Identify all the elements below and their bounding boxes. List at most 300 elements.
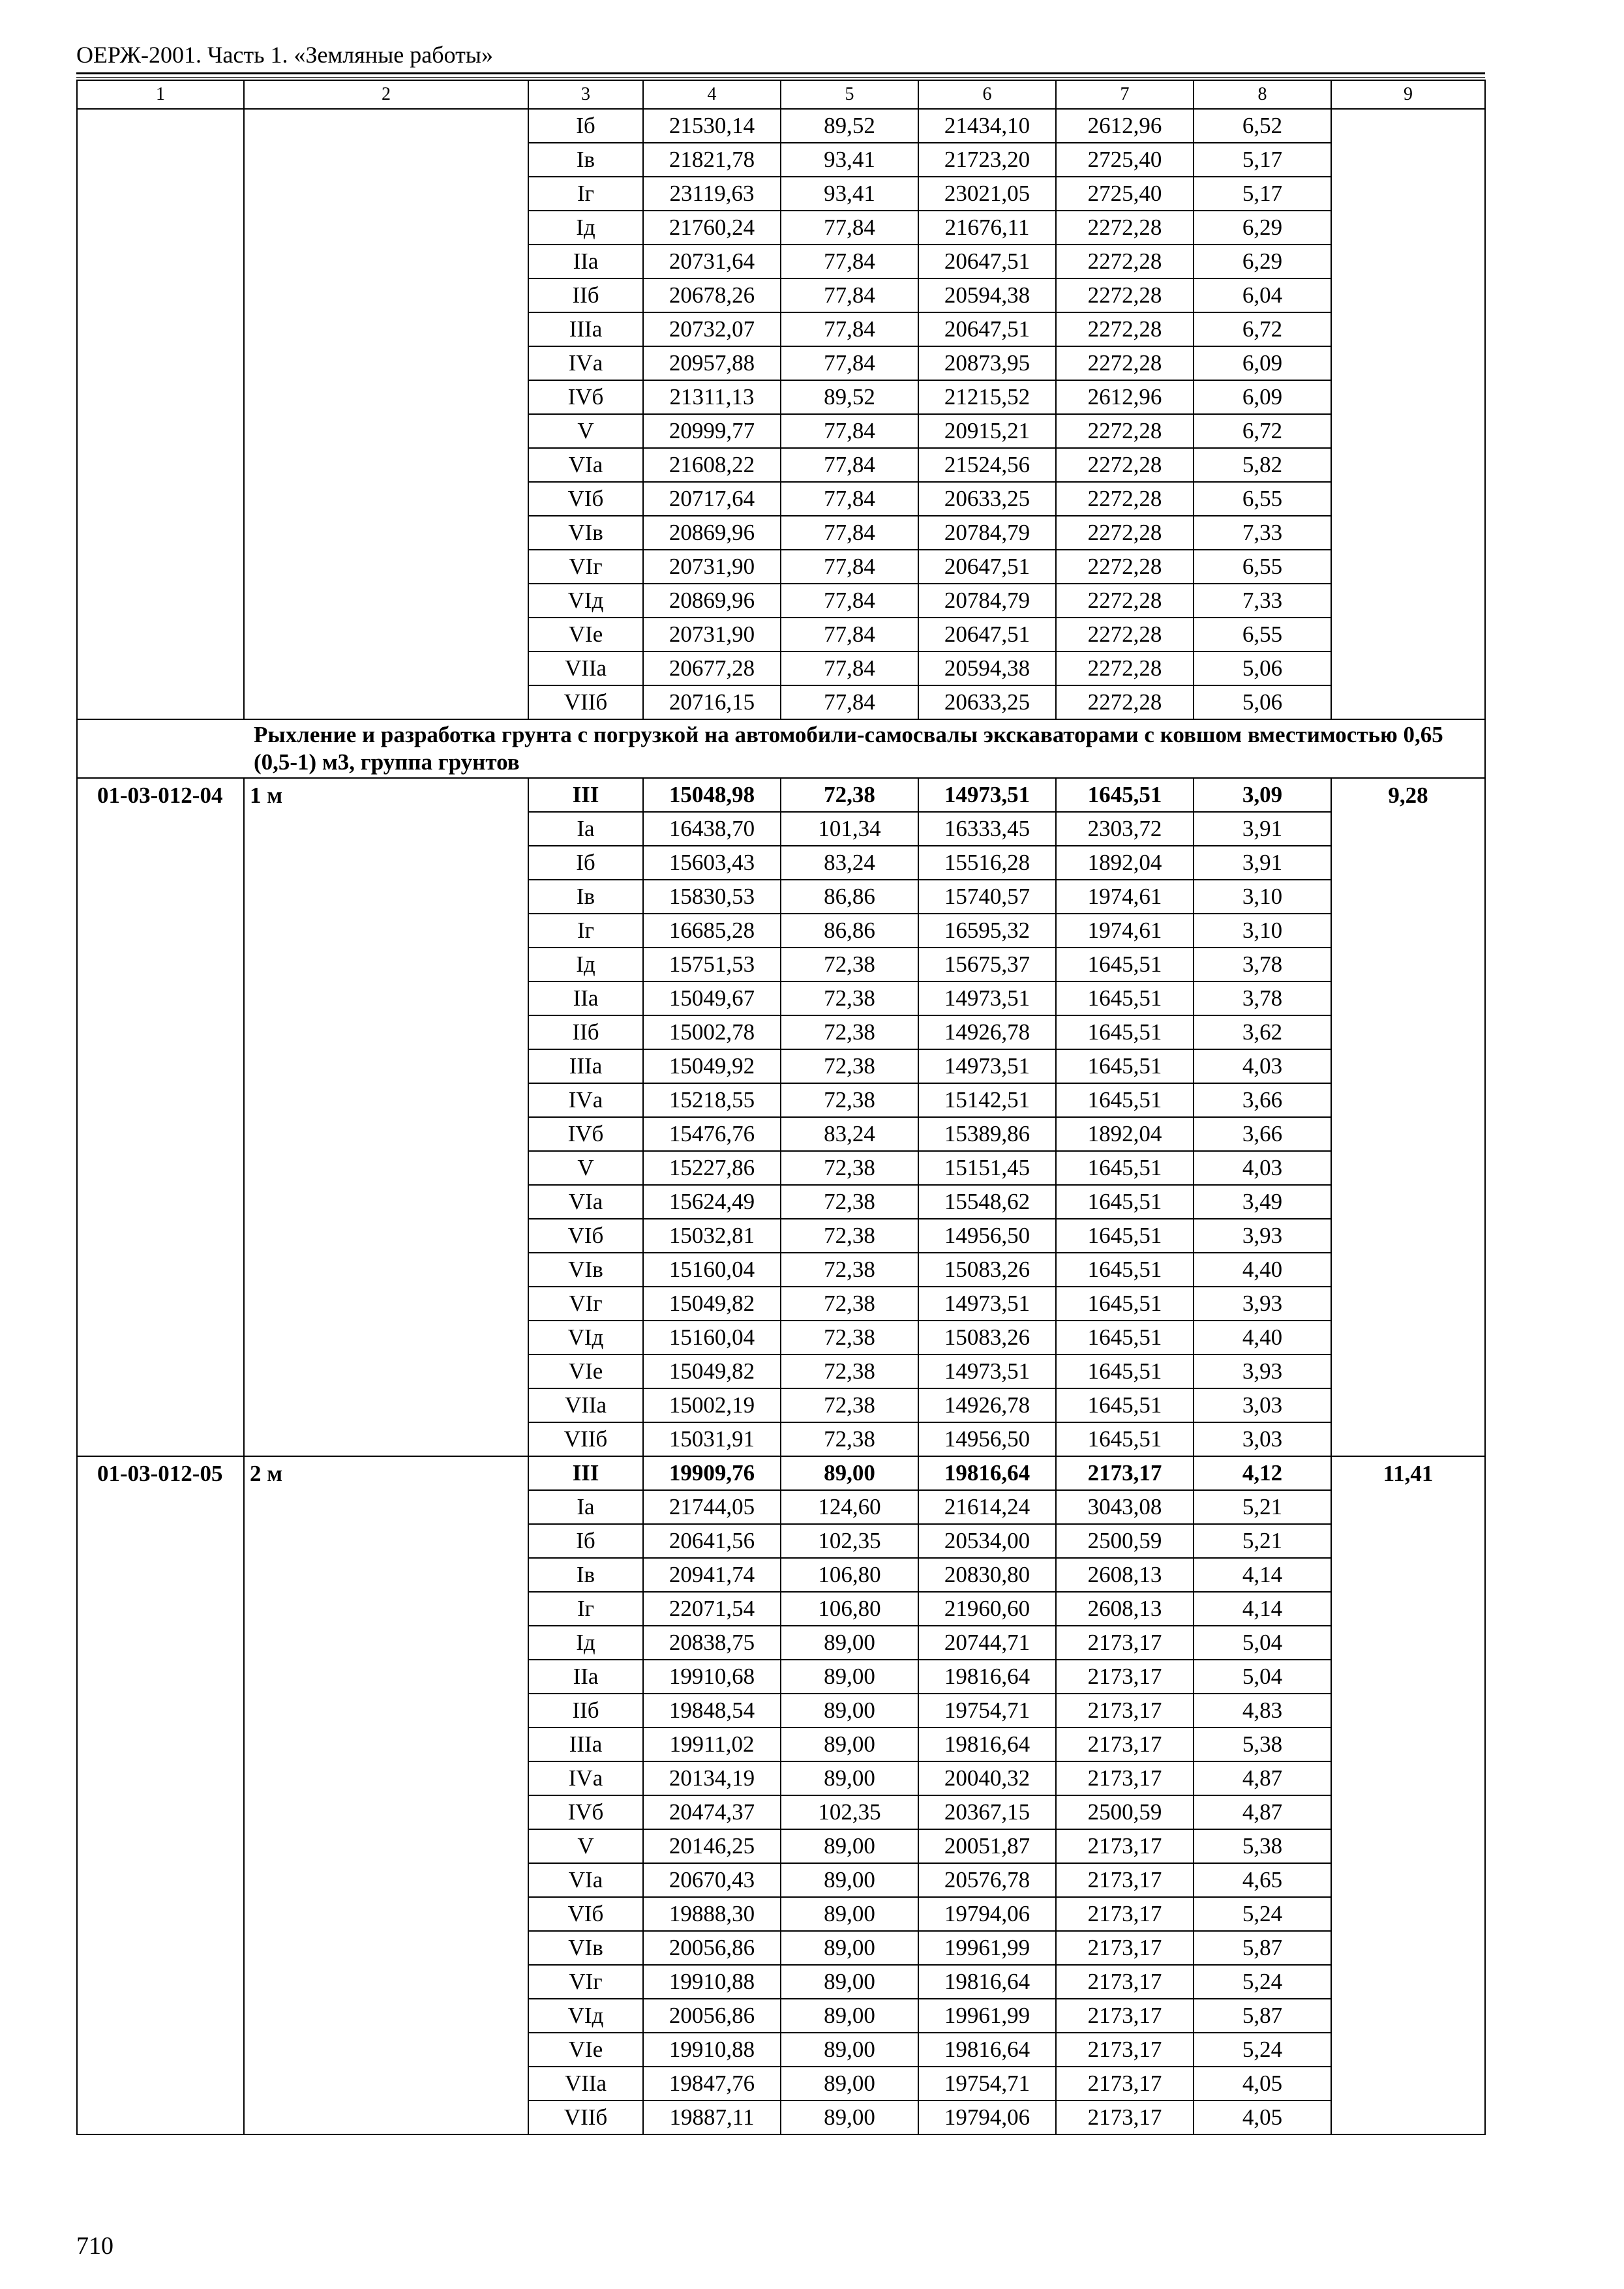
value-cell: 2173,17 [1056,1897,1194,1931]
value-cell: 3,66 [1194,1083,1331,1117]
code-cell [77,1321,244,1354]
value-cell: 16438,70 [643,812,781,846]
code-cell [77,380,244,414]
soil-group-cell: VIа [528,448,643,482]
value-cell: 3,93 [1194,1354,1331,1388]
name-cell [244,245,528,278]
name-cell [244,1897,528,1931]
table-row [77,1422,1485,1456]
soil-group-cell: VIд [528,584,643,618]
col9-cell [1331,1795,1485,1829]
value-cell: 4,40 [1194,1321,1331,1354]
soil-group-cell: IIб [528,278,643,312]
code-cell [77,812,244,846]
soil-group-cell: Iг [528,177,643,211]
value-cell: 5,17 [1194,143,1331,177]
code-cell [77,278,244,312]
table-row [77,1321,1485,1354]
soil-group-cell: IIа [528,981,643,1015]
value-cell: 2173,17 [1056,1456,1194,1490]
value-cell: 72,38 [781,1185,918,1219]
code-cell [77,2101,244,2134]
value-cell: 20869,96 [643,516,781,550]
value-cell: 22071,54 [643,1592,781,1626]
table-row [77,414,1485,448]
value-cell: 1645,51 [1056,1049,1194,1083]
table-row [77,651,1485,685]
col9-cell [1331,414,1485,448]
value-cell: 6,29 [1194,245,1331,278]
value-cell: 16333,45 [918,812,1056,846]
table-row [77,1049,1485,1083]
name-cell [244,880,528,914]
table-row [77,1965,1485,1999]
value-cell: 2612,96 [1056,380,1194,414]
col9-cell [1331,1897,1485,1931]
value-cell: 6,52 [1194,109,1331,143]
code-cell [77,1694,244,1728]
name-cell [244,1660,528,1694]
name-cell [244,346,528,380]
soil-group-cell: VIе [528,618,643,651]
name-cell [244,1829,528,1863]
code-cell [77,1965,244,1999]
value-cell: 5,04 [1194,1660,1331,1694]
name-cell [244,211,528,245]
column-number: 3 [528,80,643,109]
value-cell: 77,84 [781,550,918,584]
section-title: Рыхление и разработка грунта с погрузкой на автомобили-самосвалы экскаваторами с ковшом вместимостью 0,65 (0,5-1) м3, группа грунтов [77,719,1485,778]
value-cell: 14926,78 [918,1015,1056,1049]
column-number: 4 [643,80,781,109]
value-cell: 1645,51 [1056,1388,1194,1422]
name-cell [244,618,528,651]
value-cell: 3,03 [1194,1388,1331,1422]
value-cell: 15083,26 [918,1253,1056,1287]
value-cell: 2272,28 [1056,550,1194,584]
value-cell: 72,38 [781,1151,918,1185]
value-cell: 4,03 [1194,1151,1331,1185]
table-row [77,1660,1485,1694]
table-row [77,1151,1485,1185]
value-cell: 1645,51 [1056,1354,1194,1388]
value-cell: 86,86 [781,880,918,914]
code-cell [77,914,244,948]
value-cell: 93,41 [781,143,918,177]
code-cell [77,312,244,346]
code-cell [77,516,244,550]
name-cell [244,380,528,414]
name-cell [244,1388,528,1422]
col9-cell [1331,1354,1485,1388]
value-cell: 3,93 [1194,1219,1331,1253]
name-cell [244,1694,528,1728]
table-row [77,1083,1485,1117]
value-cell: 72,38 [781,1287,918,1321]
value-cell: 89,00 [781,1863,918,1897]
col9-cell [1331,1694,1485,1728]
value-cell: 2272,28 [1056,245,1194,278]
value-cell: 89,52 [781,109,918,143]
value-cell: 15548,62 [918,1185,1056,1219]
soil-group-cell: Iа [528,812,643,846]
col9-cell [1331,177,1485,211]
value-cell: 20999,77 [643,414,781,448]
value-cell: 20367,15 [918,1795,1056,1829]
name-cell [244,177,528,211]
col9-cell [1331,1931,1485,1965]
value-cell: 72,38 [781,1253,918,1287]
code-cell [77,1897,244,1931]
soil-group-cell: VIв [528,1931,643,1965]
name-cell [244,312,528,346]
col9-cell [1331,1321,1485,1354]
code-cell [77,651,244,685]
value-cell: 4,14 [1194,1592,1331,1626]
column-number: 2 [244,80,528,109]
soil-group-cell: VIа [528,1185,643,1219]
value-cell: 19794,06 [918,1897,1056,1931]
value-cell: 15516,28 [918,846,1056,880]
value-cell: 21311,13 [643,380,781,414]
value-cell: 2272,28 [1056,278,1194,312]
code-cell [77,1795,244,1829]
table-row [77,1219,1485,1253]
value-cell: 6,09 [1194,380,1331,414]
value-cell: 19847,76 [643,2067,781,2101]
name-cell [244,1219,528,1253]
table-row [77,1015,1485,1049]
code-cell: 01-03-012-05 [77,1456,244,1490]
col9-cell [1331,1660,1485,1694]
name-cell [244,1253,528,1287]
value-cell: 89,00 [781,1456,918,1490]
soil-group-cell: VIб [528,1219,643,1253]
value-cell: 3,93 [1194,1287,1331,1321]
value-cell: 4,40 [1194,1253,1331,1287]
value-cell: 19909,76 [643,1456,781,1490]
code-cell [77,1728,244,1761]
name-cell [244,812,528,846]
table-row [77,346,1485,380]
value-cell: 2272,28 [1056,482,1194,516]
code-cell [77,346,244,380]
table-row [77,685,1485,719]
value-cell: 5,38 [1194,1829,1331,1863]
soil-group-cell: VIе [528,1354,643,1388]
header-rule [76,72,1485,74]
value-cell: 19848,54 [643,1694,781,1728]
value-cell: 101,34 [781,812,918,846]
value-cell: 3,62 [1194,1015,1331,1049]
name-cell [244,1728,528,1761]
code-cell [77,1829,244,1863]
col9-cell [1331,482,1485,516]
table-row [77,2101,1485,2134]
col9-cell [1331,1863,1485,1897]
value-cell: 3,09 [1194,778,1331,812]
value-cell: 1645,51 [1056,1321,1194,1354]
soil-group-cell: Iг [528,914,643,948]
soil-group-cell: VIв [528,516,643,550]
value-cell: 20641,56 [643,1524,781,1558]
value-cell: 77,84 [781,312,918,346]
value-cell: 1892,04 [1056,1117,1194,1151]
soil-group-cell: VIг [528,1965,643,1999]
value-cell: 106,80 [781,1592,918,1626]
table-row [77,1728,1485,1761]
soil-group-cell: IIа [528,1660,643,1694]
value-cell: 14973,51 [918,778,1056,812]
value-cell: 2173,17 [1056,1863,1194,1897]
name-cell [244,2101,528,2134]
column-number: 8 [1194,80,1331,109]
soil-group-cell: IVб [528,1795,643,1829]
value-cell: 19961,99 [918,1999,1056,2033]
col9-cell [1331,143,1485,177]
value-cell: 3,10 [1194,914,1331,948]
code-cell [77,1558,244,1592]
value-cell: 21434,10 [918,109,1056,143]
col9-cell [1331,981,1485,1015]
col9-cell [1331,1592,1485,1626]
column-number: 7 [1056,80,1194,109]
col9-cell [1331,1761,1485,1795]
value-cell: 89,00 [781,1761,918,1795]
name-cell [244,1761,528,1795]
rates-table [76,80,1486,2135]
value-cell: 3,91 [1194,812,1331,846]
value-cell: 5,24 [1194,1965,1331,1999]
value-cell: 19961,99 [918,1931,1056,1965]
soil-group-cell: IVа [528,1761,643,1795]
value-cell: 2272,28 [1056,211,1194,245]
value-cell: 15740,57 [918,880,1056,914]
value-cell: 2272,28 [1056,414,1194,448]
name-cell [244,109,528,143]
value-cell: 72,38 [781,948,918,981]
name-cell [244,448,528,482]
soil-group-cell: Iв [528,1558,643,1592]
value-cell: 2500,59 [1056,1795,1194,1829]
soil-group-cell: Iа [528,1490,643,1524]
name-cell [244,1015,528,1049]
code-cell [77,482,244,516]
soil-group-cell: Iд [528,211,643,245]
value-cell: 77,84 [781,651,918,685]
soil-group-cell: VIг [528,1287,643,1321]
value-cell: 15049,82 [643,1287,781,1321]
value-cell: 1645,51 [1056,948,1194,981]
col9-cell [1331,1999,1485,2033]
value-cell: 20051,87 [918,1829,1056,1863]
soil-group-cell: IIIа [528,1049,643,1083]
name-cell [244,1287,528,1321]
table-row [77,143,1485,177]
value-cell: 89,00 [781,1626,918,1660]
code-cell [77,1931,244,1965]
value-cell: 2272,28 [1056,312,1194,346]
name-cell [244,584,528,618]
value-cell: 4,87 [1194,1761,1331,1795]
value-cell: 20040,32 [918,1761,1056,1795]
code-cell [77,1219,244,1253]
value-cell: 89,00 [781,1660,918,1694]
col9-cell: 11,41 [1331,1456,1485,1490]
code-cell [77,1524,244,1558]
soil-group-cell: Iг [528,1592,643,1626]
value-cell: 2173,17 [1056,1660,1194,1694]
name-cell [244,143,528,177]
col9-cell [1331,211,1485,245]
value-cell: 1645,51 [1056,1422,1194,1456]
value-cell: 2173,17 [1056,1829,1194,1863]
soil-group-cell: IVа [528,1083,643,1117]
table-row [77,1999,1485,2033]
soil-group-cell: Iв [528,880,643,914]
code-cell [77,948,244,981]
table-row [77,312,1485,346]
code-cell [77,109,244,143]
value-cell: 21614,24 [918,1490,1056,1524]
name-cell: 2 м [244,1456,528,1490]
value-cell: 89,00 [781,1897,918,1931]
value-cell: 15142,51 [918,1083,1056,1117]
soil-group-cell: VIIб [528,2101,643,2134]
value-cell: 20731,90 [643,618,781,651]
value-cell: 15624,49 [643,1185,781,1219]
col9-cell [1331,278,1485,312]
table-row [77,584,1485,618]
name-cell [244,1863,528,1897]
value-cell: 16685,28 [643,914,781,948]
section-row [77,719,1485,778]
value-cell: 20731,64 [643,245,781,278]
value-cell: 3,66 [1194,1117,1331,1151]
value-cell: 15049,82 [643,1354,781,1388]
value-cell: 89,00 [781,2033,918,2067]
col9-cell [1331,1015,1485,1049]
value-cell: 3,03 [1194,1422,1331,1456]
value-cell: 19816,64 [918,1660,1056,1694]
col9-cell [1331,1287,1485,1321]
col9-cell [1331,584,1485,618]
soil-group-cell: VIв [528,1253,643,1287]
col9-cell [1331,1626,1485,1660]
value-cell: 15830,53 [643,880,781,914]
value-cell: 21530,14 [643,109,781,143]
name-cell [244,1490,528,1524]
value-cell: 20670,43 [643,1863,781,1897]
name-cell [244,414,528,448]
value-cell: 5,21 [1194,1524,1331,1558]
value-cell: 15675,37 [918,948,1056,981]
col9-cell [1331,1490,1485,1524]
code-cell [77,1863,244,1897]
value-cell: 2173,17 [1056,1728,1194,1761]
soil-group-cell: VIб [528,1897,643,1931]
col9-cell [1331,685,1485,719]
col9-cell [1331,1422,1485,1456]
value-cell: 20869,96 [643,584,781,618]
value-cell: 7,33 [1194,584,1331,618]
code-cell [77,1015,244,1049]
code-cell [77,1253,244,1287]
code-cell [77,981,244,1015]
value-cell: 4,05 [1194,2067,1331,2101]
value-cell: 19887,11 [643,2101,781,2134]
code-cell [77,414,244,448]
soil-group-cell: VIIа [528,1388,643,1422]
code-cell [77,245,244,278]
table-row [77,448,1485,482]
value-cell: 15218,55 [643,1083,781,1117]
table-row [77,278,1485,312]
value-cell: 1645,51 [1056,1219,1194,1253]
soil-group-cell: IIа [528,245,643,278]
value-cell: 20056,86 [643,1931,781,1965]
value-cell: 20732,07 [643,312,781,346]
table-row [77,380,1485,414]
value-cell: 89,00 [781,1728,918,1761]
page-number: 710 [76,2232,113,2260]
table-row [77,1388,1485,1422]
column-number: 6 [918,80,1056,109]
column-number: 5 [781,80,918,109]
value-cell: 1645,51 [1056,1185,1194,1219]
table-row [77,550,1485,584]
value-cell: 14956,50 [918,1219,1056,1253]
value-cell: 77,84 [781,211,918,245]
table-row [77,1524,1485,1558]
col9-cell [1331,846,1485,880]
value-cell: 89,00 [781,2067,918,2101]
code-cell [77,211,244,245]
value-cell: 72,38 [781,1354,918,1388]
value-cell: 15151,45 [918,1151,1056,1185]
name-cell [244,516,528,550]
table-row [77,618,1485,651]
name-cell [244,482,528,516]
table-row [77,1592,1485,1626]
value-cell: 15160,04 [643,1253,781,1287]
soil-group-cell: Iд [528,1626,643,1660]
value-cell: 15002,19 [643,1388,781,1422]
table-row [77,1626,1485,1660]
value-cell: 15049,67 [643,981,781,1015]
value-cell: 19910,88 [643,2033,781,2067]
col9-cell [1331,1117,1485,1151]
code-cell [77,1592,244,1626]
code-cell [77,1049,244,1083]
value-cell: 21215,52 [918,380,1056,414]
table-row [77,1456,1485,1490]
code-cell [77,685,244,719]
value-cell: 19816,64 [918,1456,1056,1490]
value-cell: 2725,40 [1056,143,1194,177]
value-cell: 20717,64 [643,482,781,516]
value-cell: 15031,91 [643,1422,781,1456]
value-cell: 14926,78 [918,1388,1056,1422]
soil-group-cell: VIг [528,550,643,584]
value-cell: 77,84 [781,482,918,516]
value-cell: 5,21 [1194,1490,1331,1524]
column-number-row [77,80,1485,109]
value-cell: 15476,76 [643,1117,781,1151]
value-cell: 72,38 [781,1015,918,1049]
value-cell: 2272,28 [1056,516,1194,550]
value-cell: 15227,86 [643,1151,781,1185]
